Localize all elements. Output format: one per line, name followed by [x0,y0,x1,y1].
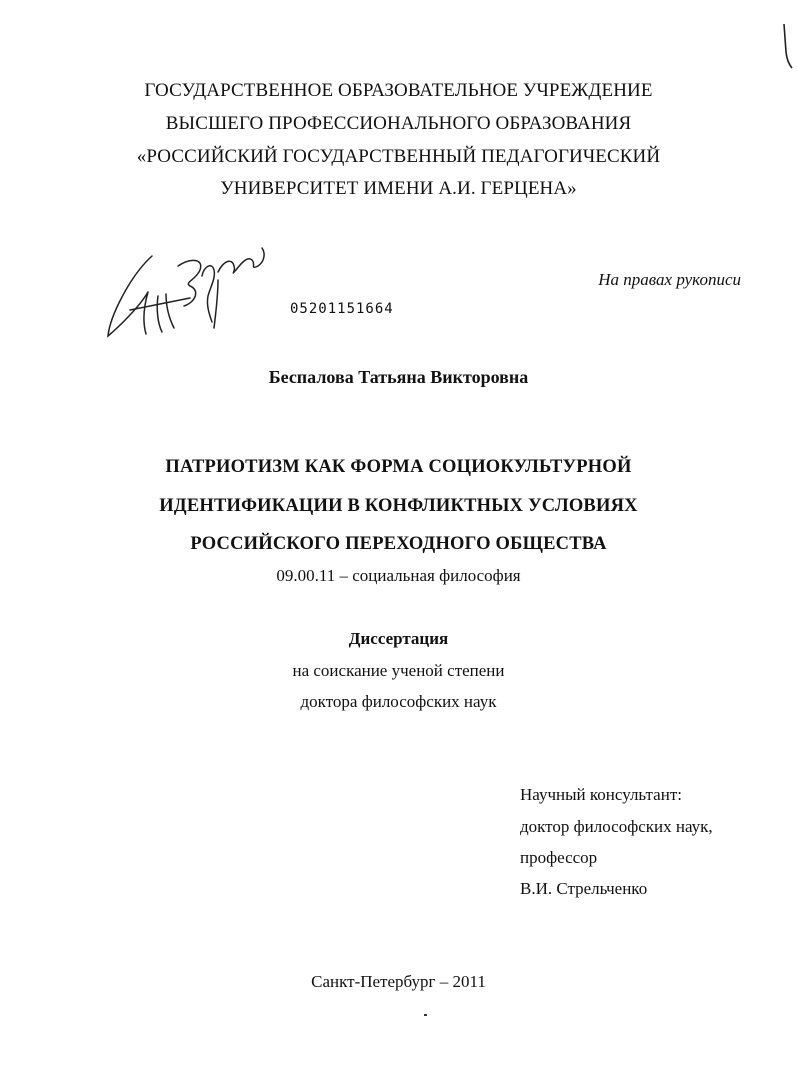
institution-line-3: «РОССИЙСКИЙ ГОСУДАРСТВЕННЫЙ ПЕДАГОГИЧЕСКИЙ [136,146,661,167]
work-type-label: Диссертация [348,629,449,648]
title-line-1: ПАТРИОТИЗМ КАК ФОРМА СОЦИОКУЛЬТУРНОЙ [165,457,632,477]
place-year: Санкт-Петербург – 2011 [311,972,486,991]
institution-line-4: УНИВЕРСИТЕТ ИМЕНИ А.И. ГЕРЦЕНА» [220,178,577,199]
consultant-label: Научный консультант: [520,785,682,804]
consultant-name: В.И. Стрельченко [520,879,648,898]
title-line-2: ИДЕНТИФИКАЦИИ В КОНФЛИКТНЫХ УСЛОВИЯХ [159,496,638,516]
corner-pen-mark [782,22,794,72]
consultant-rank: профессор [520,848,598,867]
scan-dot [424,1014,427,1016]
specialty: 09.00.11 – социальная философия [276,566,521,585]
consultant-degree: доктор философских наук, [520,817,713,836]
rights-note: На правах рукописи [598,270,741,289]
work-type-line-1: на соискание ученой степени [292,661,505,680]
title-line-3: РОССИЙСКОГО ПЕРЕХОДНОГО ОБЩЕСТВА [190,534,607,554]
handwritten-signature [100,236,270,346]
archive-number: 05201151664 [290,301,394,317]
work-type-line-2: доктора философских наук [300,692,497,711]
institution-line-2: ВЫСШЕГО ПРОФЕССИОНАЛЬНОГО ОБРАЗОВАНИЯ [165,113,632,134]
institution-line-1: ГОСУДАРСТВЕННОЕ ОБРАЗОВАТЕЛЬНОЕ УЧРЕЖДЕНИЕ [144,80,653,101]
author-name: Беспалова Татьяна Викторовна [268,367,529,387]
